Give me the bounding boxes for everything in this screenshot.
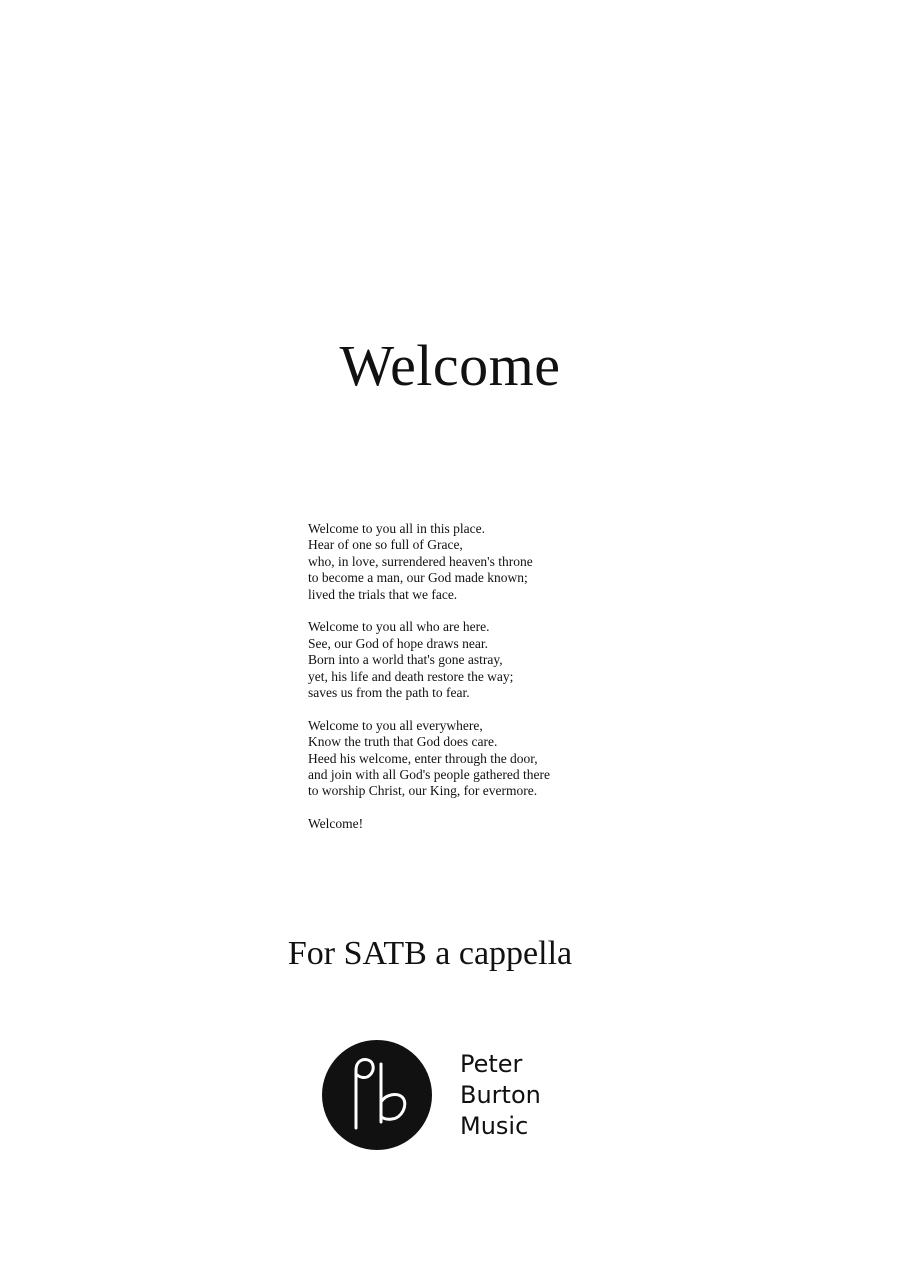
subtitle-voicing: For SATB a cappella xyxy=(287,935,573,972)
poem-line: who, in love, surrendered heaven's throne xyxy=(308,553,533,569)
poem-line: Heed his welcome, enter through the door, xyxy=(308,750,538,766)
publisher-name-line: Music xyxy=(460,1112,529,1140)
poem-line: Welcome to you all who are here. xyxy=(308,619,490,635)
poem-line: Born into a world that's gone astray, xyxy=(308,652,503,668)
poem-line: Hear of one so full of Grace, xyxy=(308,537,463,553)
stanza-1 xyxy=(308,521,708,603)
publisher-logo xyxy=(322,1040,582,1152)
publisher-name-line: Peter xyxy=(460,1050,523,1078)
poem-line: Welcome to you all in this place. xyxy=(308,521,485,536)
poem-line: See, our God of hope draws near. xyxy=(308,635,488,651)
poem-text xyxy=(308,521,708,849)
poem-line: to worship Christ, our King, for evermore. xyxy=(308,783,538,799)
pb-monogram-logo-icon xyxy=(322,1040,432,1150)
poem-line: lived the trials that we face. xyxy=(308,586,458,602)
stanza-4 xyxy=(308,816,708,832)
poem-line: Welcome to you all everywhere, xyxy=(308,717,483,733)
stanza-3 xyxy=(308,718,708,800)
poem-line: to become a man, our God made known; xyxy=(308,570,528,586)
poem-line: saves us from the path to fear. xyxy=(308,685,470,701)
stanza-2 xyxy=(308,619,708,701)
page-title: Welcome xyxy=(339,333,561,398)
poem-line: yet, his life and death restore the way; xyxy=(308,668,514,684)
poem-line: Know the truth that God does care. xyxy=(308,734,498,750)
poem-line: and join with all God's people gathered there xyxy=(308,767,550,783)
publisher-name-line: Burton xyxy=(460,1081,541,1109)
publisher-name xyxy=(460,1049,541,1142)
poem-line: Welcome! xyxy=(308,816,364,832)
